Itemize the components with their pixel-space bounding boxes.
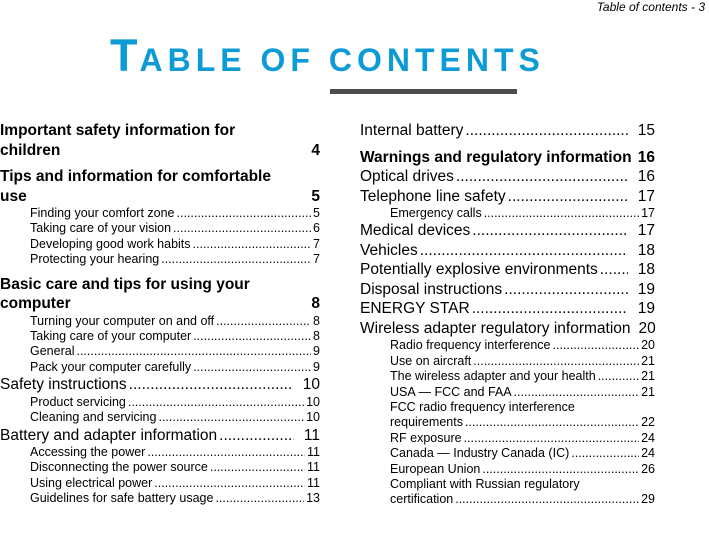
leader-dots — [193, 237, 312, 252]
title-rule — [330, 89, 517, 94]
leader-dots — [482, 462, 639, 477]
toc-section-children[interactable] — [0, 121, 320, 160]
toc-entry[interactable]: Turning your computer on and off ..... 8 — [0, 314, 320, 329]
toc-right-column — [360, 121, 655, 508]
toc-section-comfortable-use[interactable] — [0, 167, 320, 206]
leader-dots — [473, 354, 639, 369]
toc-entry[interactable]: Protecting your hearing ..... 7 — [0, 252, 320, 267]
toc-page-number: 5 — [311, 187, 320, 205]
toc-entry[interactable]: Taking care of your computer ..... 8 — [0, 329, 320, 344]
leader-dots — [514, 385, 640, 400]
toc-section-title: Basic care and tips for using your — [0, 275, 250, 293]
toc-chapter-explosive-environments[interactable]: Potentially explosive environments ..... 18 — [360, 260, 655, 280]
leader-dots — [147, 445, 305, 460]
toc-entry[interactable]: RF exposure ..... 24 — [360, 431, 655, 446]
toc-section-title: Important safety information for — [0, 122, 236, 139]
leader-dots — [465, 121, 627, 141]
toc-entry[interactable]: Radio frequency interference ..... 20 — [360, 338, 655, 353]
leader-dots — [154, 476, 305, 491]
toc-chapter-internal-battery[interactable]: Internal battery ..... 15 — [360, 121, 655, 141]
toc-section-title-cont: computer — [0, 295, 71, 313]
title-rest: ABLE OF CONTENTS — [139, 42, 545, 78]
leader-dots — [456, 167, 628, 187]
leader-dots — [553, 338, 640, 353]
toc-chapter-battery-adapter[interactable]: Battery and adapter information ..... 11 — [0, 426, 320, 446]
leader-dots — [484, 206, 639, 221]
toc-chapter-disposal[interactable]: Disposal instructions ..... 19 — [360, 280, 655, 300]
toc-entry[interactable]: USA — FCC and FAA ..... 21 — [360, 385, 655, 400]
toc-entry[interactable]: Pack your computer carefully ..... 9 — [0, 360, 320, 375]
toc-page-number: 16 — [637, 148, 655, 166]
leader-dots — [216, 314, 311, 329]
toc-section-warnings-regulatory[interactable]: Warnings and regulatory information 16 — [360, 148, 655, 166]
toc-entry[interactable]: European Union ..... 26 — [360, 462, 655, 477]
leader-dots — [193, 360, 311, 375]
leader-dots — [177, 206, 312, 221]
toc-section-title: Tips and information for comfortable — [0, 168, 271, 185]
title-initial: T — [110, 30, 140, 81]
leader-dots — [465, 415, 639, 430]
leader-dots — [600, 260, 628, 280]
leader-dots — [508, 187, 628, 207]
toc-entry-russian-certification[interactable]: Compliant with Russian regulatory certification ..... 29 — [360, 477, 655, 508]
toc-section-title-cont: children — [0, 141, 61, 159]
leader-dots — [420, 241, 628, 261]
leader-dots — [158, 410, 304, 425]
toc-entry[interactable]: Canada — Industry Canada (IC) ..... 24 — [360, 446, 655, 461]
page-title — [110, 30, 545, 81]
leader-dots — [472, 221, 627, 241]
leader-dots — [128, 395, 304, 410]
toc-chapter-medical-devices[interactable]: Medical devices ..... 17 — [360, 221, 655, 241]
leader-dots — [571, 446, 639, 461]
toc-chapter-telephone-line-safety[interactable]: Telephone line safety ..... 17 — [360, 187, 655, 207]
toc-entry[interactable]: Using electrical power ..... 11 — [0, 476, 320, 491]
leader-dots — [129, 375, 293, 395]
leader-dots — [464, 431, 640, 446]
leader-dots — [193, 329, 311, 344]
leader-dots — [215, 491, 304, 506]
toc-entry[interactable]: Guidelines for safe battery usage ..... 13 — [0, 491, 320, 506]
leader-dots — [598, 369, 639, 384]
toc-entry[interactable]: Disconnecting the power source ..... 11 — [0, 460, 320, 475]
leader-dots — [161, 252, 311, 267]
toc-section-title-cont: use — [0, 187, 27, 205]
toc-entry[interactable]: Taking care of your vision ..... 6 — [0, 221, 320, 236]
toc-left-column — [0, 121, 320, 507]
toc-entry[interactable]: General ..... 9 — [0, 344, 320, 359]
toc-entry[interactable]: Product servicing ..... 10 — [0, 395, 320, 410]
toc-chapter-vehicles[interactable]: Vehicles ..... 18 — [360, 241, 655, 261]
toc-chapter-safety-instructions[interactable]: Safety instructions ..... 10 — [0, 375, 320, 395]
toc-entry[interactable]: Accessing the power ..... 11 — [0, 445, 320, 460]
leader-dots — [455, 492, 639, 507]
toc-entry[interactable]: Emergency calls ..... 17 — [360, 206, 655, 221]
toc-entry[interactable]: Use on aircraft ..... 21 — [360, 354, 655, 369]
leader-dots — [219, 426, 294, 446]
leader-dots — [504, 280, 628, 300]
leader-dots — [210, 460, 305, 475]
toc-entry[interactable]: The wireless adapter and your health ..... 21 — [360, 369, 655, 384]
toc-chapter-optical-drives[interactable]: Optical drives ..... 16 — [360, 167, 655, 187]
toc-chapter-wireless-regulatory[interactable]: Wireless adapter regulatory information 20 — [360, 319, 656, 337]
toc-entry-fcc-requirements[interactable]: FCC radio frequency interference requirements ..... 22 — [360, 400, 655, 431]
toc-chapter-energy-star[interactable]: ENERGY STAR ..... 19 — [360, 299, 655, 319]
leader-dots — [472, 299, 628, 319]
toc-entry[interactable]: Cleaning and servicing ..... 10 — [0, 410, 320, 425]
toc-section-basic-care[interactable] — [0, 275, 320, 314]
toc-page-number: 8 — [311, 295, 320, 313]
toc-entry[interactable]: Developing good work habits ..... 7 — [0, 237, 320, 252]
toc-entry[interactable]: Finding your comfort zone ..... 5 — [0, 206, 320, 221]
running-header: Table of contents - 3 — [596, 0, 705, 14]
leader-dots — [173, 221, 311, 236]
toc-page-number: 4 — [311, 141, 320, 159]
leader-dots — [76, 344, 311, 359]
